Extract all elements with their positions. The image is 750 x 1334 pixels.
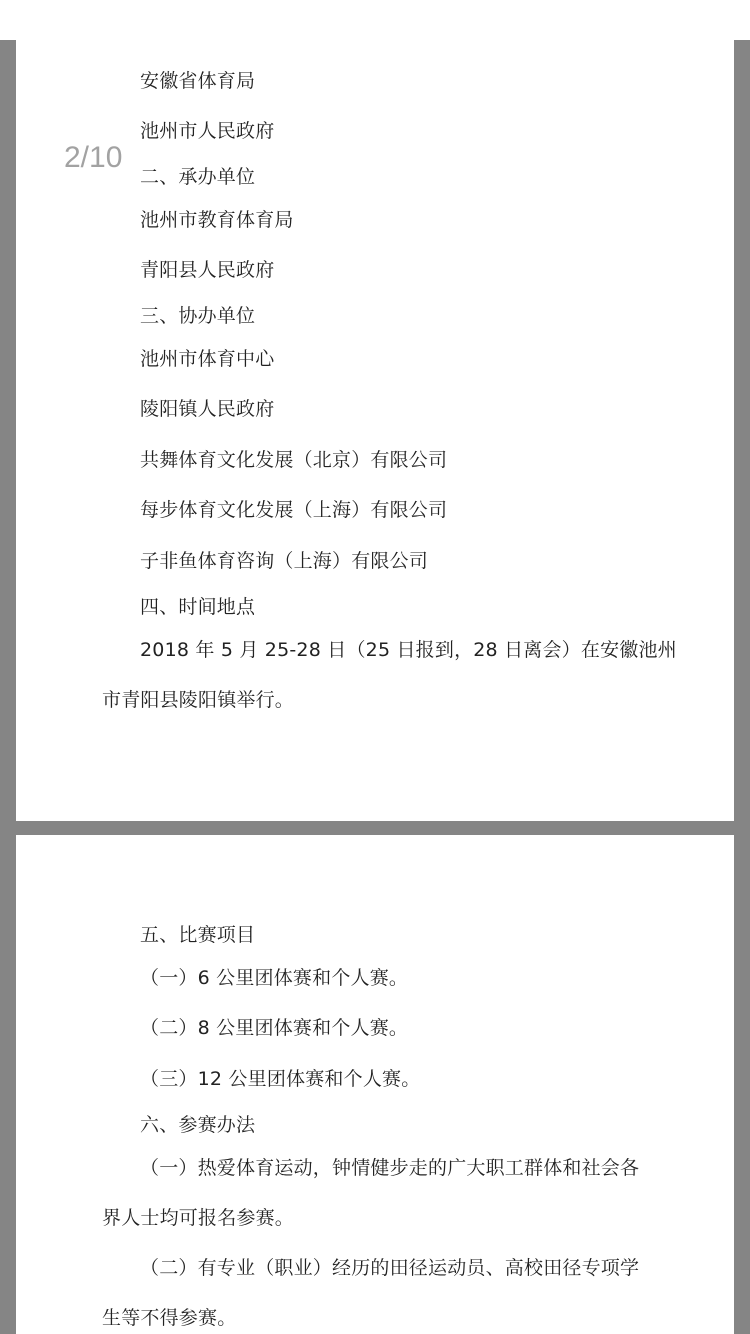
time-place-line-2: 市青阳县陵阳镇举行。 <box>102 689 295 711</box>
co-organizer-line-1: 池州市体育中心 <box>140 348 275 370</box>
section-heading-2: 二、承办单位 <box>140 166 256 188</box>
section-heading-5: 五、比赛项目 <box>140 924 256 946</box>
rule-1-line-2: 界人士均可报名参赛。 <box>102 1207 295 1229</box>
section-heading-4: 四、时间地点 <box>140 596 256 618</box>
host-line-1: 池州市教育体育局 <box>140 209 294 231</box>
co-organizer-line-3: 共舞体育文化发展（北京）有限公司 <box>140 449 448 471</box>
organizer-line-1: 安徽省体育局 <box>140 70 256 92</box>
page-number-indicator: 2/10 <box>64 141 123 174</box>
organizer-line-2: 池州市人民政府 <box>140 120 275 142</box>
co-organizer-line-5: 子非鱼体育咨询（上海）有限公司 <box>140 550 429 572</box>
section-heading-6: 六、参赛办法 <box>140 1114 256 1136</box>
top-strip <box>0 0 750 40</box>
rule-2-line-1: （二）有专业（职业）经历的田径运动员、高校田径专项学 <box>140 1257 640 1279</box>
co-organizer-line-4: 每步体育文化发展（上海）有限公司 <box>140 499 448 521</box>
section-heading-3: 三、协办单位 <box>140 305 256 327</box>
document-page-2 <box>16 835 734 1334</box>
co-organizer-line-2: 陵阳镇人民政府 <box>140 398 275 420</box>
host-line-2: 青阳县人民政府 <box>140 259 275 281</box>
event-item-1: （一）6 公里团体赛和个人赛。 <box>140 967 409 989</box>
time-place-line-1: 2018 年 5 月 25-28 日（25 日报到，28 日离会）在安徽池州 <box>140 639 677 661</box>
rule-2-line-2: 生等不得参赛。 <box>102 1307 237 1329</box>
event-item-2: （二）8 公里团体赛和个人赛。 <box>140 1017 409 1039</box>
event-item-3: （三）12 公里团体赛和个人赛。 <box>140 1068 421 1090</box>
rule-1-line-1: （一）热爱体育运动，钟情健步走的广大职工群体和社会各 <box>140 1157 640 1179</box>
